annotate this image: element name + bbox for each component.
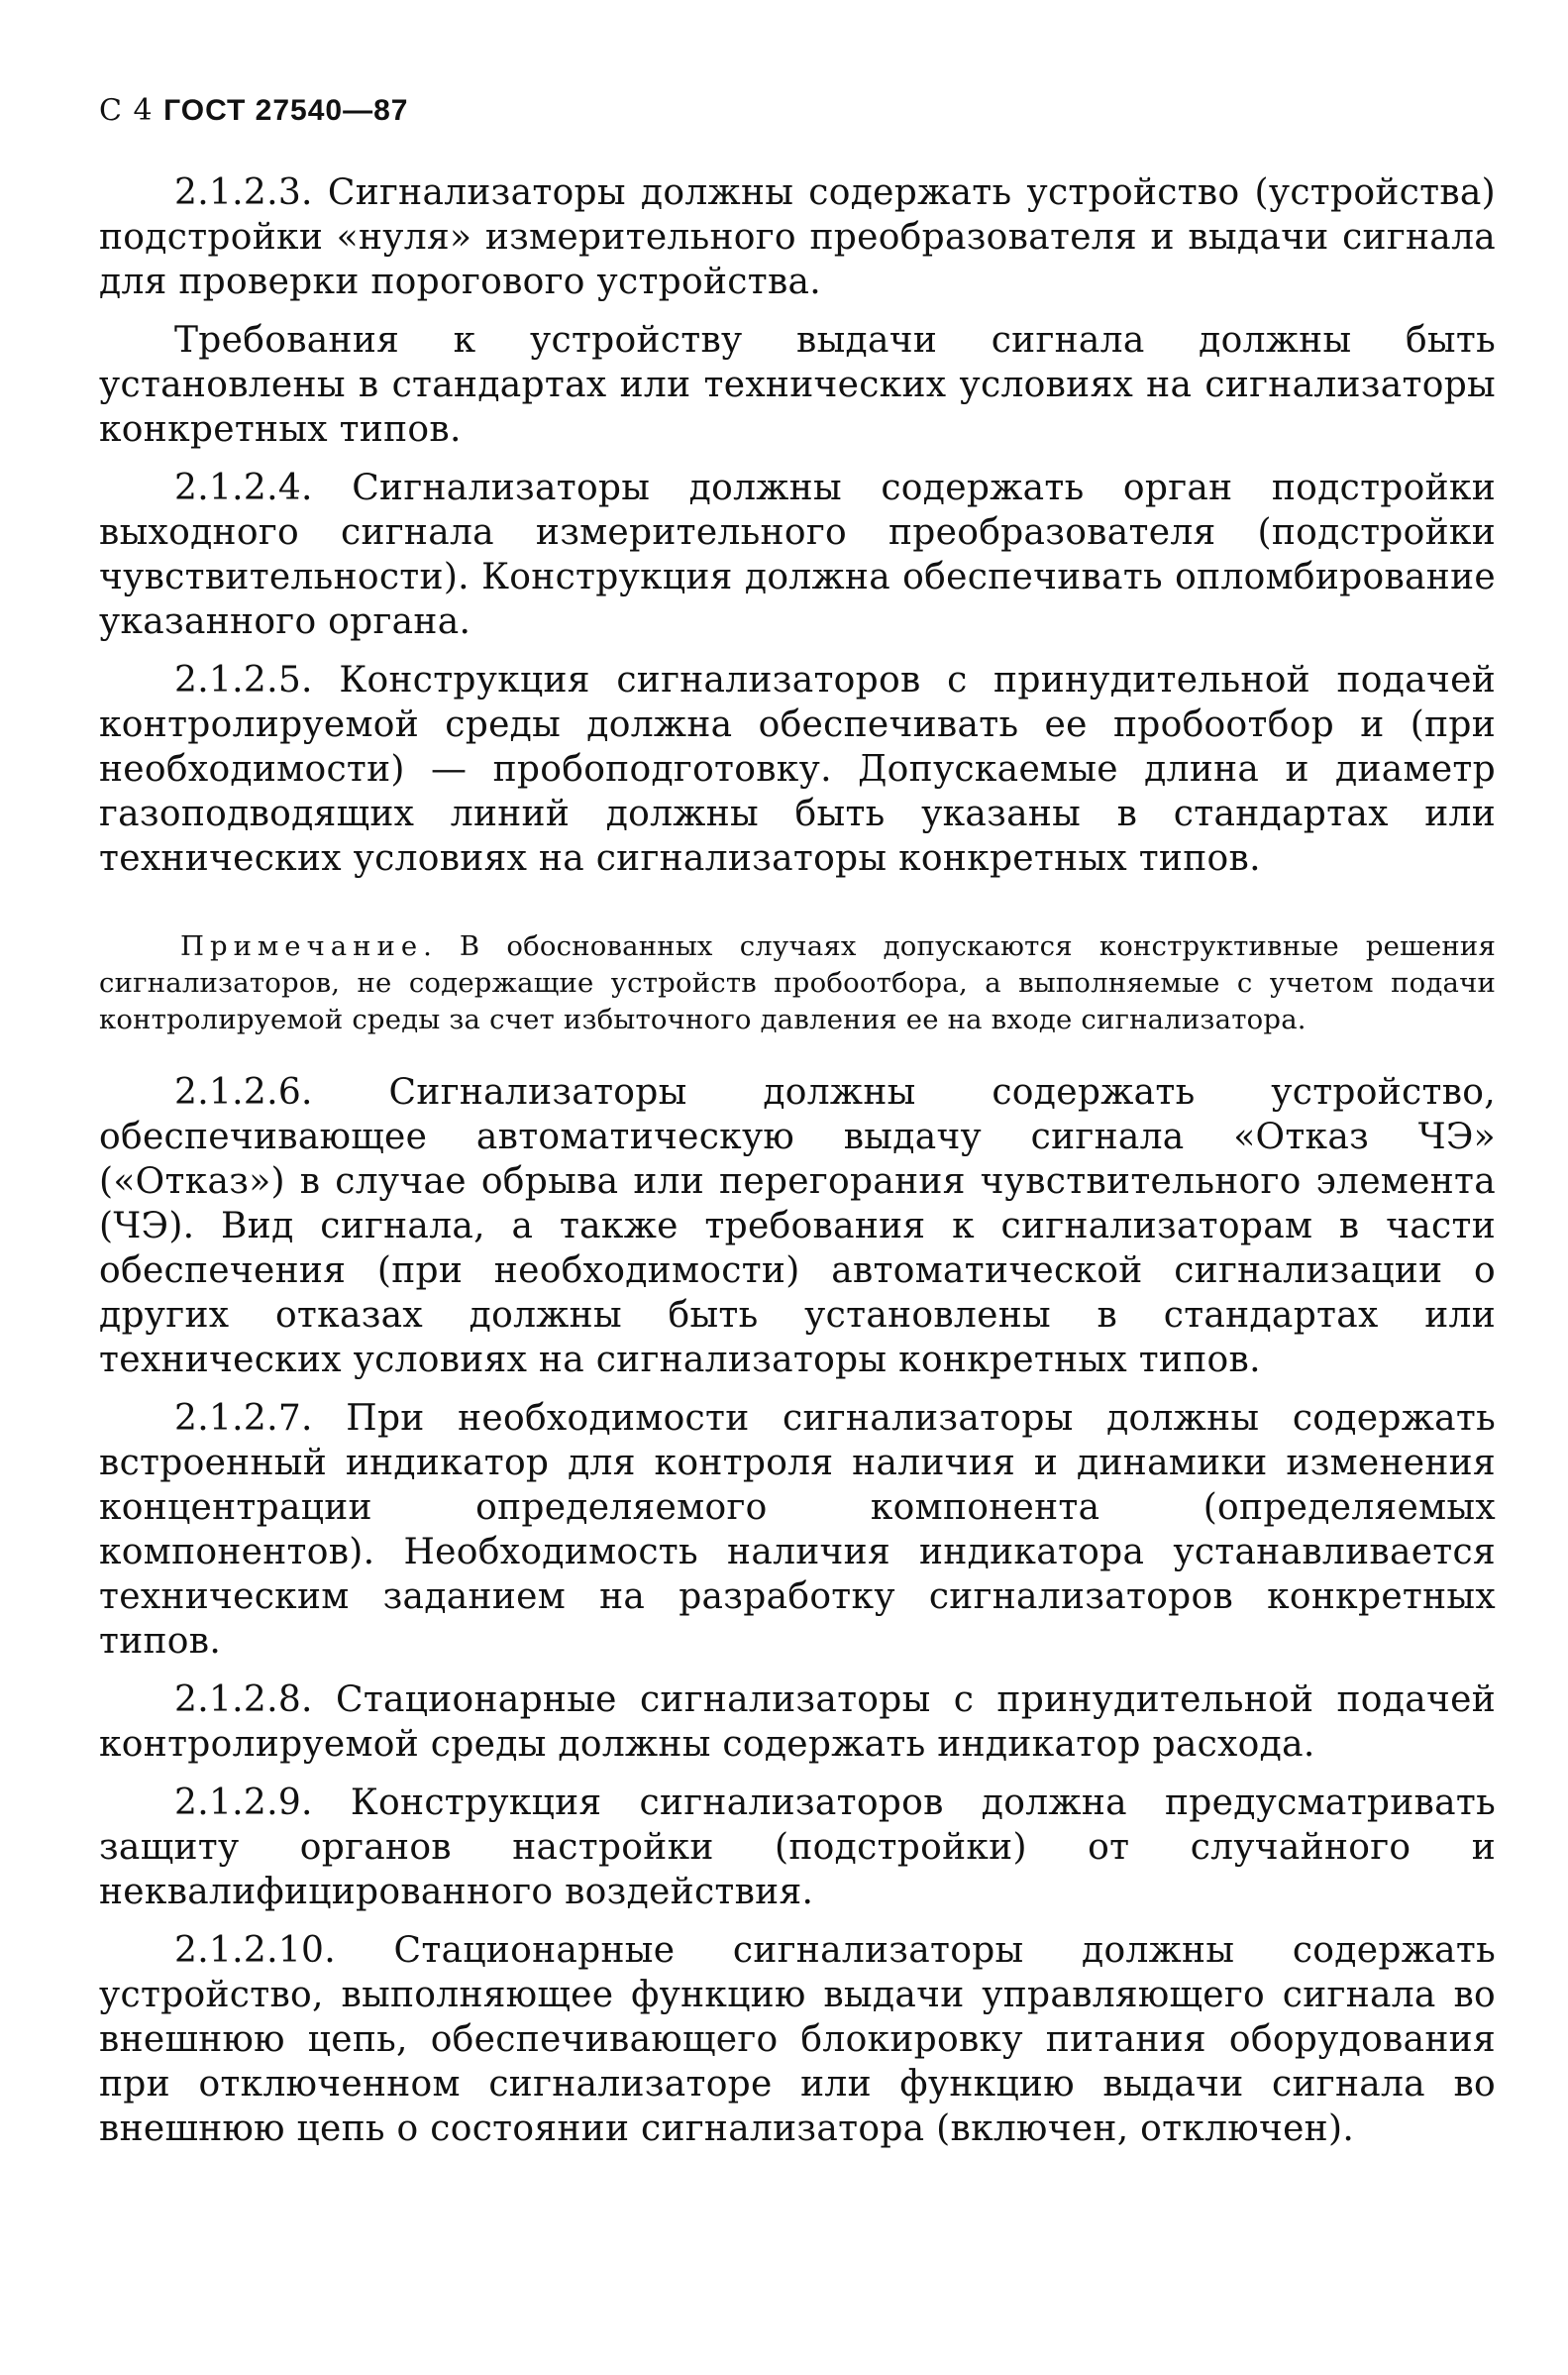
clause-2-1-2-4: 2.1.2.4. Сигнализаторы должны содержать орган подстройки выходного сигнала измерительного преобразователя (подстройки чувствительности). Конструкция должна обеспечивать опломбирование указанного органа.: [99, 468, 1496, 642]
clause-2-1-2-7: 2.1.2.7. При необходимости сигнализаторы должны содержать встроенный индикатор для контроля наличия и динамики изменения концентрации определяемого компонента (определяемых компонентов). Необходимость наличия индикатора устанавливается техническим заданием на разработку сигнализаторов конкретных типов.: [99, 1398, 1496, 1662]
running-header: [99, 91, 1496, 131]
standard-number: ГОСТ 27540—87: [163, 94, 409, 127]
note-text: В обоснованных случаях допускаются конструктивные решения сигнализаторов, не содержащие устройств пробоотбора, а выполняемые с учетом подачи контролируемой среды за счет избыточного давления ее на входе сигнализатора.: [99, 930, 1496, 1035]
clause-2-1-2-10: 2.1.2.10. Стационарные сигнализаторы должны содержать устройство, выполняющее функцию выдачи управляющего сигнала во внешнюю цепь, обеспечивающего блокировку питания оборудования при отключенном сигнализаторе или функцию выдачи сигнала во внешнюю цепь о состоянии сигнализатора (включен, отключен).: [99, 1930, 1496, 2149]
note-block: [99, 928, 1496, 1038]
clause-2-1-2-6: 2.1.2.6. Сигнализаторы должны содержать устройство, обеспечивающее автоматическую выдачу сигнала «Отказ ЧЭ» («Отказ») в случае обрыва или перегорания чувствительного элемента (ЧЭ). Вид сигнала, а также требования к сигнализаторам в части обеспечения (при необходимости) автоматической сигнализации о других отказах должны быть установлены в стандартах или технических условиях на сигнализаторы конкретных типов.: [99, 1072, 1496, 1380]
document-page: [99, 91, 1496, 2151]
page-label: С 4: [99, 93, 154, 128]
clause-2-1-2-9: 2.1.2.9. Конструкция сигнализаторов должна предусматривать защиту органов настройки (подстройки) от случайного и неквалифицированного воздействия.: [99, 1782, 1496, 1912]
note-label: Примечание.: [180, 930, 438, 962]
clause-2-1-2-8: 2.1.2.8. Стационарные сигнализаторы с принудительной подачей контролируемой среды должны содержать индикатор расхода.: [99, 1679, 1496, 1765]
clause-2-1-2-3: 2.1.2.3. Сигнализаторы должны содержать устройство (устройства) подстройки «нуля» измерительного преобразователя и выдачи сигнала для проверки порогового устройства.: [99, 172, 1496, 302]
clause-2-1-2-5: 2.1.2.5. Конструкция сигнализаторов с принудительной подачей контролируемой среды должна обеспечивать ее пробоотбор и (при необходимости) — пробоподготовку. Допускаемые длина и диаметр газоподводящих линий должны быть указаны в стандартах или технических условиях на сигнализаторы конкретных типов.: [99, 660, 1496, 879]
clause-2-1-2-3-requirements: Требования к устройству выдачи сигнала должны быть установлены в стандартах или технических условиях на сигнализаторы конкретных типов.: [99, 320, 1496, 450]
